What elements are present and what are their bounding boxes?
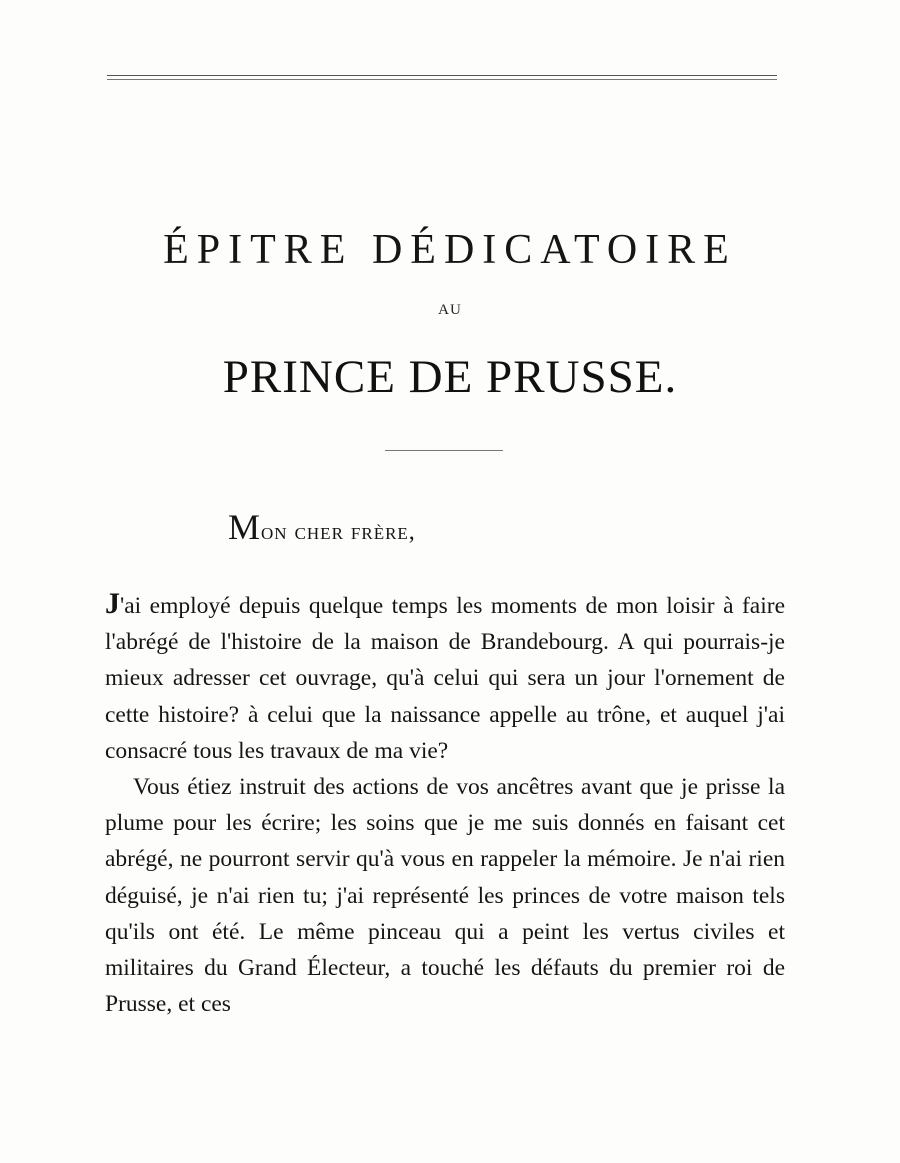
title-preposition: AU: [438, 302, 462, 318]
letter-body: [105, 586, 785, 1022]
paragraph-1-text: 'ai employé depuis quelque temps les moments de mon loisir à faire l'abrégé de l'histoire de la maison de Brandebourg. A qui pourrais-je mieux adresser cet ouvrage, qu'à celui qui sera un jour l'ornement de cette histoire? à celui que la naissance appelle au trône, et auquel j'ai consacré tous les travaux de ma vie?: [105, 593, 785, 764]
salutation-initial: M: [228, 507, 262, 547]
paragraph-1: [105, 586, 785, 769]
paragraph-1-initial: J: [105, 587, 120, 620]
top-double-rule-lower: [107, 79, 777, 80]
salutation-rest: on cher frère,: [261, 519, 416, 545]
addressee-heading: PRINCE DE PRUSSE.: [222, 351, 678, 403]
section-divider: [385, 450, 503, 451]
top-double-rule-upper: [107, 75, 777, 76]
paragraph-2: Vous étiez instruit des actions de vos ancêtres avant que je prisse la plume pour les écrire; les soins que je me suis donnés en faisant cet abrégé, ne pourront servir qu'à vous en rappeler la mémoire. Je n'ai rien déguisé, je n'ai rien tu; j'ai représenté les princes de votre maison tels qu'ils ont été. Le même pinceau qui a peint les vertus civiles et militaires du Grand Électeur, a touché les défauts du premier roi de Prusse, et ces: [105, 774, 785, 1018]
salutation: [228, 506, 416, 548]
page-title: ÉPITRE DÉDICATOIRE: [163, 227, 737, 273]
